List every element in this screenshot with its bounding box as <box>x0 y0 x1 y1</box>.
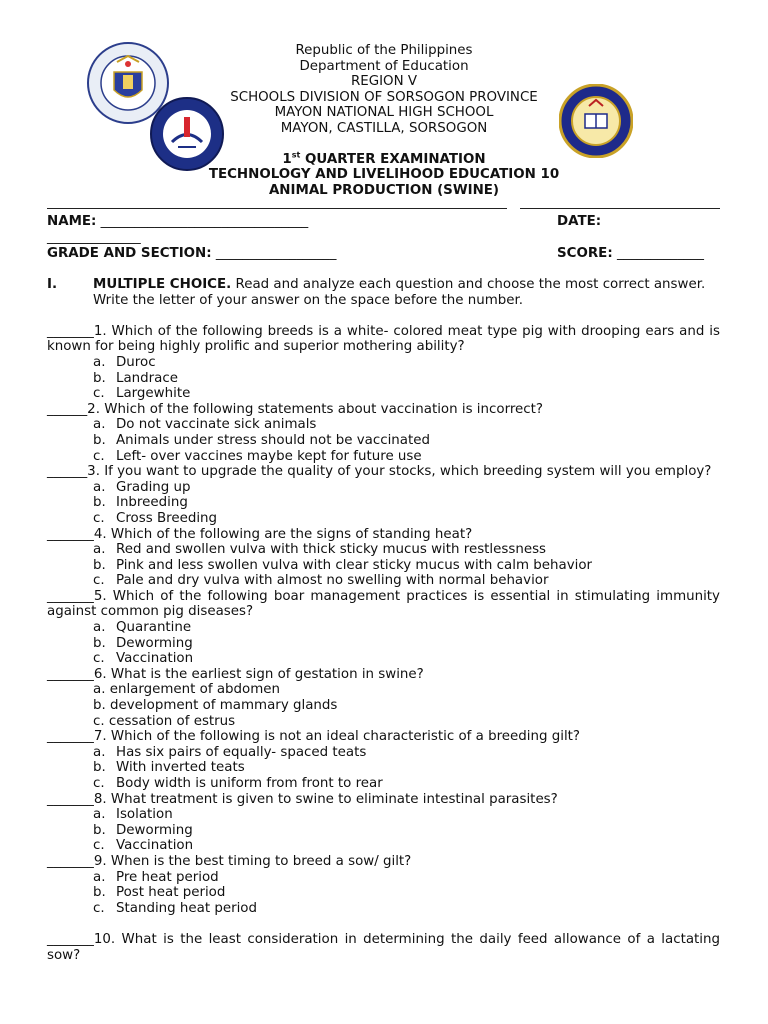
exam-title: 1st QUARTER EXAMINATION <box>282 150 486 167</box>
option-9c[interactable]: c. Standing heat period <box>93 900 258 916</box>
question-9: _______9. When is the best timing to breed a sow/ gilt? <box>47 853 412 869</box>
option-9b[interactable]: b. Post heat period <box>93 885 226 901</box>
exam-content <box>47 277 720 963</box>
option-3a[interactable]: a. Grading up <box>93 479 191 495</box>
date-label: DATE: <box>557 214 602 229</box>
option-6c[interactable]: c. cessation of estrus <box>93 713 236 729</box>
grade-section-label: GRADE AND SECTION: <box>47 246 212 261</box>
score-field[interactable]: _____________ <box>616 246 704 261</box>
subject-title: TECHNOLOGY AND LIVELIHOOD EDUCATION 10 <box>208 167 560 183</box>
header-line-division: SCHOOLS DIVISION OF SORSOGON PROVINCE <box>230 89 538 105</box>
option-7c[interactable]: c. Body width is uniform from front to rear <box>93 776 383 791</box>
option-4a[interactable]: a. Red and swollen vulva with thick sticky mucus with restlessness <box>93 542 547 558</box>
header-line-address: MAYON, CASTILLA, SORSOGON <box>280 120 488 136</box>
option-4b[interactable]: b. Pink and less swollen vulva with clear sticky mucus with calm behavior <box>93 557 593 573</box>
grade-section-row <box>47 246 336 261</box>
name-field[interactable]: _______________________________ <box>100 214 309 229</box>
question-2: ______2. Which of the following statements about vaccination is incorrect? <box>47 401 544 417</box>
instructions-text: Read and analyze each question and choose the most correct answer. Write the letter of your answer on the space before the number. <box>93 277 706 308</box>
question-4: _______4. Which of the following are the signs of standing heat? <box>47 526 473 542</box>
header-line-country: Republic of the Philippines <box>295 43 473 58</box>
question-10: _______10. What is the least consideration in determining the daily feed allowance of a lactating sow? <box>47 931 720 963</box>
option-9a[interactable]: a. Pre heat period <box>93 869 219 885</box>
option-2b[interactable]: b. Animals under stress should not be vaccinated <box>93 432 430 448</box>
section-title: MULTIPLE CHOICE. <box>93 277 232 292</box>
strand-title: ANIMAL PRODUCTION (SWINE) <box>268 182 500 198</box>
question-5: _______5. Which of the following boar management practices is essential in stimulating immunity against common pig diseases? <box>47 588 720 620</box>
option-6a[interactable]: a. enlargement of abdomen <box>93 682 280 698</box>
name-label: NAME: <box>47 214 97 229</box>
option-3b[interactable]: b. Inbreeding <box>93 495 188 511</box>
option-3c[interactable]: c. Cross Breeding <box>93 510 218 526</box>
header-line-school: MAYON NATIONAL HIGH SCHOOL <box>274 105 494 121</box>
question-7: _______7. Which of the following is not an ideal characteristic of a breeding gilt? <box>47 729 581 745</box>
option-8b[interactable]: b. Deworming <box>93 822 193 838</box>
option-8c[interactable]: c. Vaccination <box>93 838 194 854</box>
date-row <box>557 214 601 229</box>
section-number: I. <box>47 277 58 292</box>
question-6: _______6. What is the earliest sign of gestation in swine? <box>47 666 424 682</box>
header-line-department: Department of Education <box>299 58 469 74</box>
question-3: ______3. If you want to upgrade the quality of your stocks, which breeding system will you employ? <box>47 464 712 480</box>
option-5a[interactable]: a. Quarantine <box>93 620 192 636</box>
grade-section-field[interactable]: __________________ <box>215 246 337 261</box>
name-row <box>47 214 308 229</box>
section-instructions <box>47 277 720 308</box>
option-4c[interactable]: c. Pale and dry vulva with almost no swelling with normal behavior <box>93 573 549 589</box>
option-2a[interactable]: a. Do not vaccinate sick animals <box>93 417 317 433</box>
option-7a[interactable]: a. Has six pairs of equally- spaced teats <box>93 744 367 760</box>
option-7b[interactable]: b. With inverted teats <box>93 760 245 776</box>
grade-blank-field[interactable]: ______________ <box>47 230 141 245</box>
option-1a[interactable]: a. Duroc <box>93 354 156 370</box>
question-8: _______8. What treatment is given to swine to eliminate intestinal parasites? <box>47 791 558 807</box>
option-5b[interactable]: b. Deworming <box>93 635 193 651</box>
option-8a[interactable]: a. Isolation <box>93 807 173 823</box>
option-2c[interactable]: c. Left- over vaccines maybe kept for future use <box>93 448 422 464</box>
score-row <box>557 246 704 261</box>
header-line-region: REGION V <box>350 74 418 90</box>
option-1c[interactable]: c. Largewhite <box>93 386 191 402</box>
question-1: _______1. Which of the following breeds is a white- colored meat type pig with drooping ears and is known for being highly prolific and superior mothering ability? <box>47 323 720 355</box>
header-divider <box>47 208 720 210</box>
option-6b[interactable]: b. development of mammary glands <box>93 698 338 714</box>
document-header <box>0 43 768 198</box>
option-1b[interactable]: b. Landrace <box>93 370 178 386</box>
score-label: SCORE: <box>557 246 613 261</box>
option-5c[interactable]: c. Vaccination <box>93 651 194 667</box>
